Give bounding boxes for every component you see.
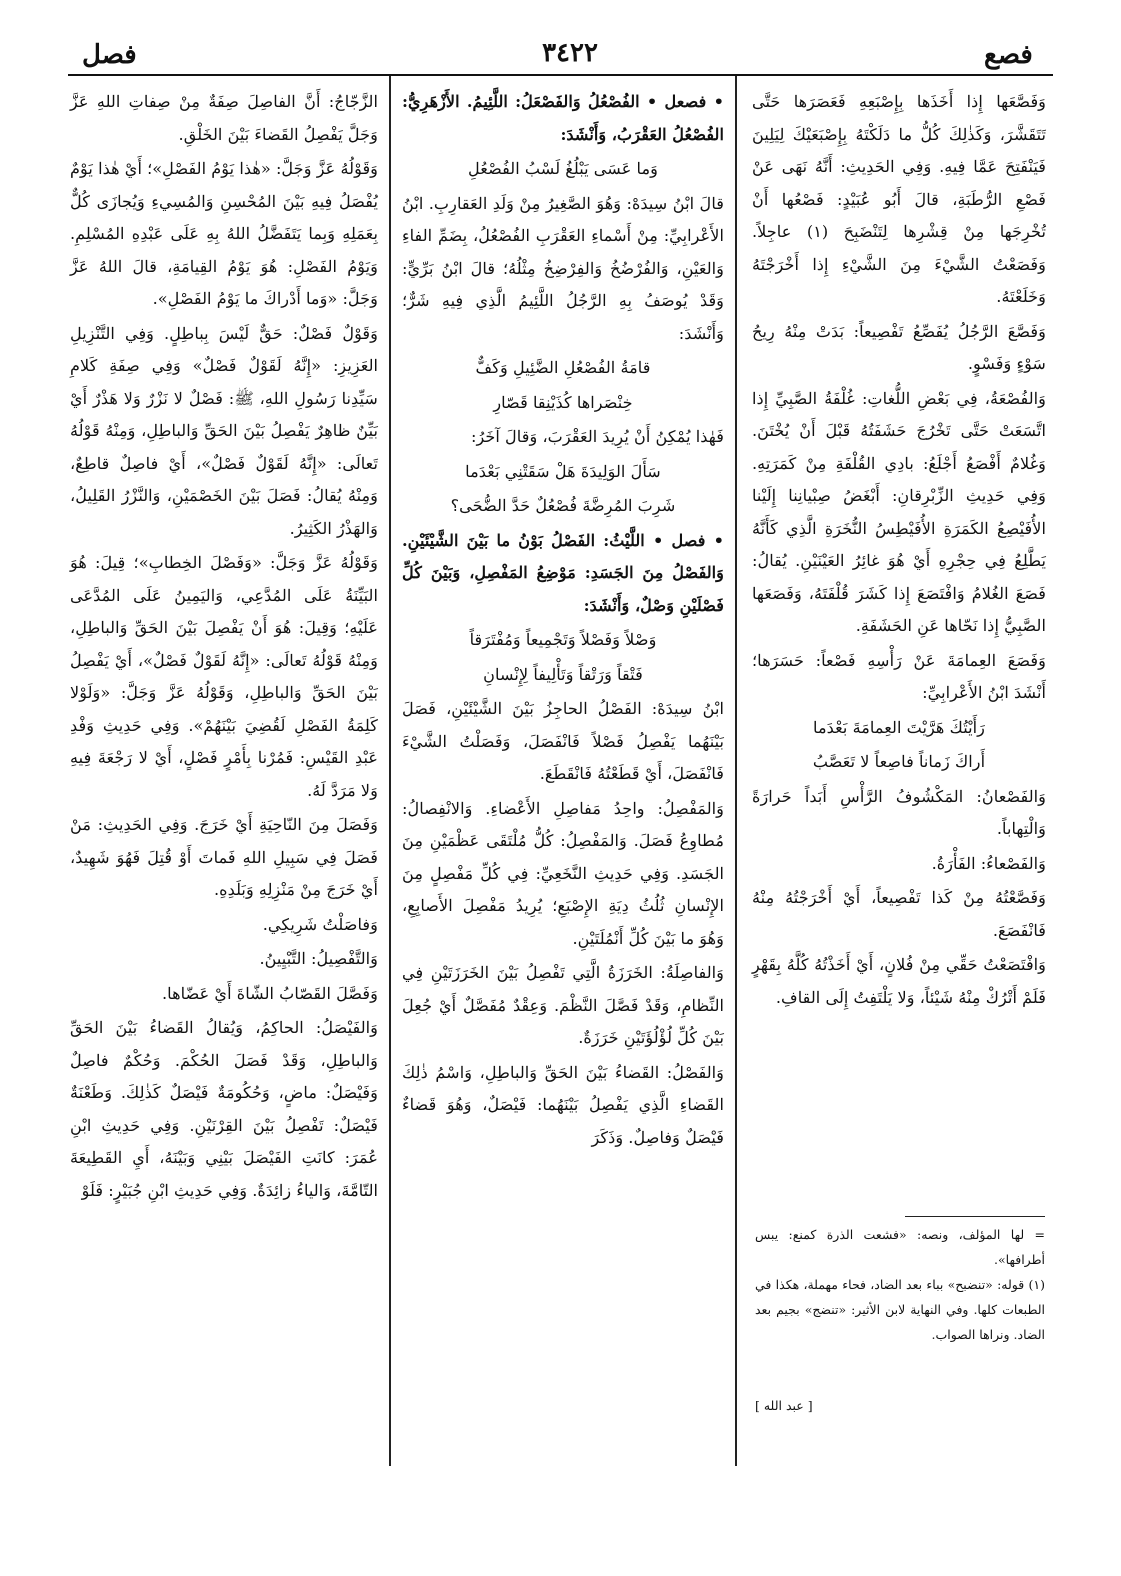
paragraph: وَقَوْلُهُ عَزَّ وَجَلَّ: «وَفَصْلَ الخِطابِ»؛ قِيلَ: هُوَ البَيِّنَةُ عَلَى المُدَّعِي، وَاليَمِينُ عَلَى المُدَّعَى عَلَيْهِ؛ وَقِيلَ: هُوَ أَنْ يَفْصِلَ بَيْنَ الحَقِّ وَالباطِلِ، وَمِنْهُ قَوْلُهُ تَعالَى: «إِنَّهُ لَقَوْلٌ فَصْلٌ»، أَيْ يَفْصِلُ بَيْنَ الحَقِّ وَالباطِلِ، وَقَوْلُهُ عَزَّ وَجَلَّ: «وَلَوْلا كَلِمَةُ الفَصْلِ لَقُضِيَ بَيْنَهُمْ». وَفِي حَدِيثِ وَفْدِ عَبْدِ القَيْسِ: فَمُرْنا بِأَمْرٍ فَصْلٍ، أَيْ لا رَجْعَةَ فِيهِ وَلا مَرَدَّ لَهُ. — [70, 553, 378, 800]
verse-line: فَتْقاً وَرَتْقاً وَتَأْلِيفاً لِإِنْسانِ — [483, 664, 643, 684]
paragraph: وَالتَّفْصِيلُ: التَّبْيِينُ. — [259, 949, 378, 968]
verse-line: سَأَلَ الوَلِيدَةَ هَلْ سَقَتْنِي بَعْدَما — [465, 461, 661, 481]
paragraph: الزَّجّاجُ: أَنَّ الفاصِلَ صِفَةٌ مِنْ صِفاتِ اللهِ عَزَّ وَجَلَّ يَفْصِلُ القَضاءَ بَيْنَ الخَلْقِ. — [70, 92, 378, 144]
paragraph: ابْنُ سِيدَهْ: الفَصْلُ الحاجِزُ بَيْنَ الشَّيْئَيْنِ، فَصَلَ بَيْنَهُما يَفْصِلُ فَصْلاً فَانْفَصَلَ، وَفَصَلْتُ الشَّيْءَ فَانْفَصَلَ، أَيْ قَطَعْتُهُ فَانْقَطَعَ. — [402, 699, 724, 783]
paragraph: وَالفُصْعَةُ، فِي بَعْضِ اللُّغاتِ: غُلْفَةُ الصَّبِيِّ إِذا اتَّسَعَتْ حَتَّى تَخْرُجَ حَشَفَتُهُ قَبْلَ أَنْ يُخْتَنَ. وَغُلامٌ أَفْصَعُ أَجْلَعُ: بادِي القُلْفَةِ مِنْ كَمَرَتِهِ. وَفِي حَدِيثِ الزِّبْرِقانِ: أَبْغَضُ صِبْيانِنا إِلَيْنا الأُفَيْصِعُ الكَمَرَةِ الأُفَيْطِسُ النُّخَرَةِ الَّذِي كَأَنَّهُ يَطَّلِعُ فِي حِجْرِهِ أَيْ هُوَ غائِرُ العَيْنَيْنِ. يُقالُ: فَصَعَ الغُلامُ وَافْتَصَعَ إِذا كَشَرَ قُلْفَتَهُ، وَفَصَعَها الصَّبِيُّ إِذا نَحّاها عَنِ الحَشَفَةِ. — [752, 388, 1046, 635]
paragraph: وَالفَيْصَلُ: الحاكِمُ، وَيُقالُ القَضاءُ بَيْنَ الحَقِّ وَالباطِلِ، وَقَدْ فَصَلَ الحُكْمَ. وَحُكْمٌ فاصِلٌ وَفَيْصَلٌ: ماضٍ، وَحُكُومَةٌ فَيْصَلٌ كَذٰلِكَ. وَطَعْنَةٌ فَيْصَلٌ: تَفْصِلُ بَيْنَ القِرْنَيْنِ. وَفِي حَدِيثِ ابْنِ عُمَرَ: كانَتِ الفَيْصَلَ بَيْنِي وَبَيْنَهُ، أَيِ القَطِيعَةَ التّامَّةَ، وَالياءُ زائِدَةٌ. وَفِي حَدِيثِ ابْنِ جُبَيْرٍ: فَلَوْ — [70, 1018, 378, 1200]
entry-heading: • فصل • اللَّيْثُ: الفَصْلُ بَوْنُ ما بَيْنَ الشَّيْئَيْنِ. وَالفَصْلُ مِنَ الجَسَدِ: مَوْضِعُ المَفْصِلِ، وَبَيْنَ كُلِّ فَصْلَيْنِ وَصْلٌ، وَأَنْشَدَ: — [402, 530, 724, 615]
paragraph: قالَ ابْنُ سِيدَهْ: وَهُوَ الصَّغِيرُ مِنْ وَلَدِ العَقارِبِ. ابْنُ الأَعْرابِيِّ: مِنْ أَسْماءِ العَقْرَبِ الفُصْعُلُ، بِضَمِّ الفاءِ وَالعَيْنِ، وَالفُرْضُخُ وَالفِرْضِخُ مِثْلُهُ؛ قالَ ابْنُ بَرِّيٍّ: وَقَدْ يُوصَفُ بِهِ الرَّجُلُ اللَّئِيمُ الَّذِي فِيهِ شَرٌّ؛ وَأَنْشَدَ: — [402, 193, 724, 343]
header-right-word: فصع — [984, 40, 1033, 70]
verse-line: وَصْلاً وَفَصْلاً وَتَجْمِيعاً وَمُفْتَرَقاً — [469, 630, 657, 649]
paragraph: وَافْتَصَعْتُ حَقِّي مِنْ فُلانٍ، أَيْ أَخَذْتُهُ كُلَّهُ بِقَهْرٍ فَلَمْ أَتْرُكْ مِنْهُ شَيْئاً، وَلا يَلْتَفِتُ إِلَى القافِ. — [752, 955, 1046, 1007]
entry-heading: • فصعل • الفُصْعُلُ وَالفَصْعَلُ: اللَّئِيمُ. الأَزْهَرِيُّ: الفُصْعُلُ العَقْرَبُ، وَأَنْشَدَ: — [402, 92, 724, 144]
paragraph: وَفَصَّعْتُهُ مِنْ كَذا تَفْصِيعاً، أَيْ أَخْرَجْتُهُ مِنْهُ فَانْفَصَعَ. — [752, 888, 1046, 940]
column-divider-right — [735, 76, 737, 1466]
verse-line: شَرِبَ المُرِضَّةَ فُصْعُلٌ حَدَّ الضُّحَى؟ — [450, 496, 676, 515]
paragraph: وَفاصَلْتُ شَرِيكِي. — [262, 914, 378, 934]
footnote: = لها المؤلف، ونصه: «فشعت الذرة كمنع: يبس أطرافها». — [755, 1227, 1045, 1267]
verse-line: خِنْصَراها كُذَيْنِقا قَصّارِ — [493, 392, 633, 412]
footnotes — [755, 1222, 1045, 1347]
footnote-rule — [905, 1216, 1045, 1217]
paragraph: وَالفَصْعاءُ: الفَأْرَةُ. — [931, 853, 1046, 873]
paragraph: وَفَصَّلَ القَصّابُ الشّاةَ أَيْ عَضّاها. — [162, 983, 378, 1003]
footnote-signature: [ عبد الله ] — [755, 1398, 813, 1413]
footnote: (١) قوله: «تنضبح» بباء بعد الضاد، فحاء مهملة، هكذا في الطبعات كلها. وفي النهاية لابن الأثير: «تنضج» بجيم بعد الضاد. ونراها الصواب. — [755, 1277, 1045, 1342]
verse-line: رَأَيْتُكَ هَرَّيْتَ العِمامَةَ بَعْدَما — [813, 717, 985, 737]
page-number: ٣٤٢٢ — [542, 38, 598, 68]
verse-line: قامَةُ الفُصْعُلِ الضَّئِيلِ وَكَفٌّ — [475, 358, 651, 377]
paragraph: فَهٰذا يُمْكِنُ أَنْ يُرِيدَ العَقْرَبَ، وَقالَ آخَرُ: — [471, 427, 724, 446]
paragraph: وَفَصَعَ العِمامَةَ عَنْ رَأْسِهِ فَصْعاً: حَسَرَها؛ أَنْشَدَ ابْنُ الأَعْرابِيِّ: — [752, 650, 1046, 702]
verse-line: وَما عَسَى يَبْلُغُ لَسْبُ الفُصْعُلِ — [468, 159, 658, 178]
paragraph: وَفَصَّعَ الرَّجُلُ يُفَصِّعُ تَفْصِيعاً: بَدَتْ مِنْهُ رِيحُ سَوْءٍ وَفَسْوٍ. — [752, 321, 1046, 373]
header-rule — [68, 74, 1053, 76]
paragraph: وَفَصَّعَها إِذا أَخَذَها بِإِصْبَعِهِ فَعَصَرَها حَتَّى تَتَقَشَّرَ، وَكَذٰلِكَ كُلُّ ما دَلَكْتَهُ بِإِصْبَعَيْكَ لِيَلِينَ فَيَنْفَتِحَ عَمَّا فِيهِ. وَفِي الحَدِيثِ: أَنَّهُ نَهَى عَنْ فَصْعِ الرُّطَبَةِ، قالَ أَبُو عُبَيْدٍ: فَصْعُها أَنْ تُخْرِجَها مِنْ قِشْرِها لِتَنْضَبِحَ (١) عاجِلاً. وَفَصَعْتُ الشَّيْءَ مِنَ الشَّيْءِ إِذا أَخْرَجْتَهُ وَخَلَعْتَهُ. — [752, 92, 1046, 306]
paragraph: وَالفَصْلُ: القَضاءُ بَيْنَ الحَقِّ وَالباطِلِ، وَاسْمُ ذٰلِكَ القَضاءِ الَّذِي يَفْصِلُ بَيْنَهُما: فَيْصَلٌ، وَهُوَ قَضاءٌ فَيْصَلٌ وَفاصِلٌ. وَذَكَرَ — [402, 1062, 724, 1147]
left-column — [70, 86, 378, 1209]
paragraph: وَالمَفْصِلُ: واحِدُ مَفاصِلِ الأَعْضاءِ. وَالانْفِصالُ: مُطاوِعُ فَصَلَ. وَالمَفْصِلُ: كُلُّ مُلْتَقَى عَظْمَيْنِ مِنَ الجَسَدِ. وَفِي حَدِيثِ النَّخَعِيِّ: فِي كُلِّ مَفْصِلٍ مِنَ الإِنْسانِ ثُلُثُ دِيَةِ الإِصْبَعِ؛ يُرِيدُ مَفْصِلَ الأَصابِعِ، وَهُوَ ما بَيْنَ كُلِّ أَنْمُلَتَيْنِ. — [402, 798, 724, 948]
right-column — [752, 86, 1046, 1016]
paragraph: وَالفاصِلَةُ: الخَرَزَةُ الَّتِي تَفْصِلُ بَيْنَ الخَرَزَتَيْنِ فِي النِّظامِ، وَقَدْ فَصَّلَ النَّظْمَ. وَعِقْدٌ مُفَصَّلٌ أَيْ جُعِلَ بَيْنَ كُلِّ لُؤْلُؤَتَيْنِ خَرَزَةٌ. — [402, 963, 724, 1047]
paragraph: وَقَوْلُهُ عَزَّ وَجَلَّ: «هٰذا يَوْمُ الفَصْلِ»؛ أَيْ هٰذا يَوْمٌ يُفْصَلُ فِيهِ بَيْنَ المُحْسِنِ وَالمُسِيءِ وَيُجازَى كُلٌّ بِعَمَلِهِ وَبِما يَتَفَضَّلُ اللهُ بِهِ عَلَى عَبْدِهِ المُسْلِمِ. وَيَوْمُ الفَصْلِ: هُوَ يَوْمُ القِيامَةِ، قالَ اللهُ عَزَّ وَجَلَّ: «وَما أَدْراكَ ما يَوْمُ الفَصْلِ». — [70, 159, 378, 308]
verse-line: أَراكَ زَماناً فاصِعاً لا تَعَصَّبُ — [812, 752, 986, 771]
middle-column — [402, 86, 724, 1156]
paragraph: وَفَصَلَ مِنَ النّاحِيَةِ أَيْ خَرَجَ. وَفِي الحَدِيثِ: مَنْ فَصَلَ فِي سَبِيلِ اللهِ فَماتَ أَوْ قُتِلَ فَهُوَ شَهِيدٌ، أَيْ خَرَجَ مِنْ مَنْزِلِهِ وَبَلَدِهِ. — [70, 815, 378, 899]
paragraph: وَقَوْلٌ فَصْلٌ: حَقٌّ لَيْسَ بِباطِلٍ. وَفِي التَّنْزِيلِ العَزِيزِ: «إِنَّهُ لَقَوْلٌ فَصْلٌ» وَفِي صِفَةِ كَلامِ سَيِّدِنا رَسُولِ اللهِ، ﷺ: فَصْلٌ لا نَزْرٌ وَلا هَذْرٌ أَيْ بَيِّنٌ ظاهِرٌ يَفْصِلُ بَيْنَ الحَقِّ وَالباطِلِ، وَمِنْهُ قَوْلُهُ تَعالَى: «إِنَّهُ لَقَوْلٌ فَصْلٌ»، أَيْ فاصِلٌ قاطِعٌ، وَمِنْهُ يُقالُ: فَصَلَ بَيْنَ الخَصْمَيْنِ، وَالنَّزْرُ القَلِيلُ، وَالهَذْرُ الكَثِيرُ. — [70, 323, 378, 538]
column-divider-left — [389, 76, 391, 1466]
header-left-word: فصل — [82, 40, 137, 70]
paragraph: وَالفَصْعانُ: المَكْشُوفُ الرَّأْسِ أَبَداً حَرارَةً وَالْتِهاباً. — [752, 786, 1046, 838]
